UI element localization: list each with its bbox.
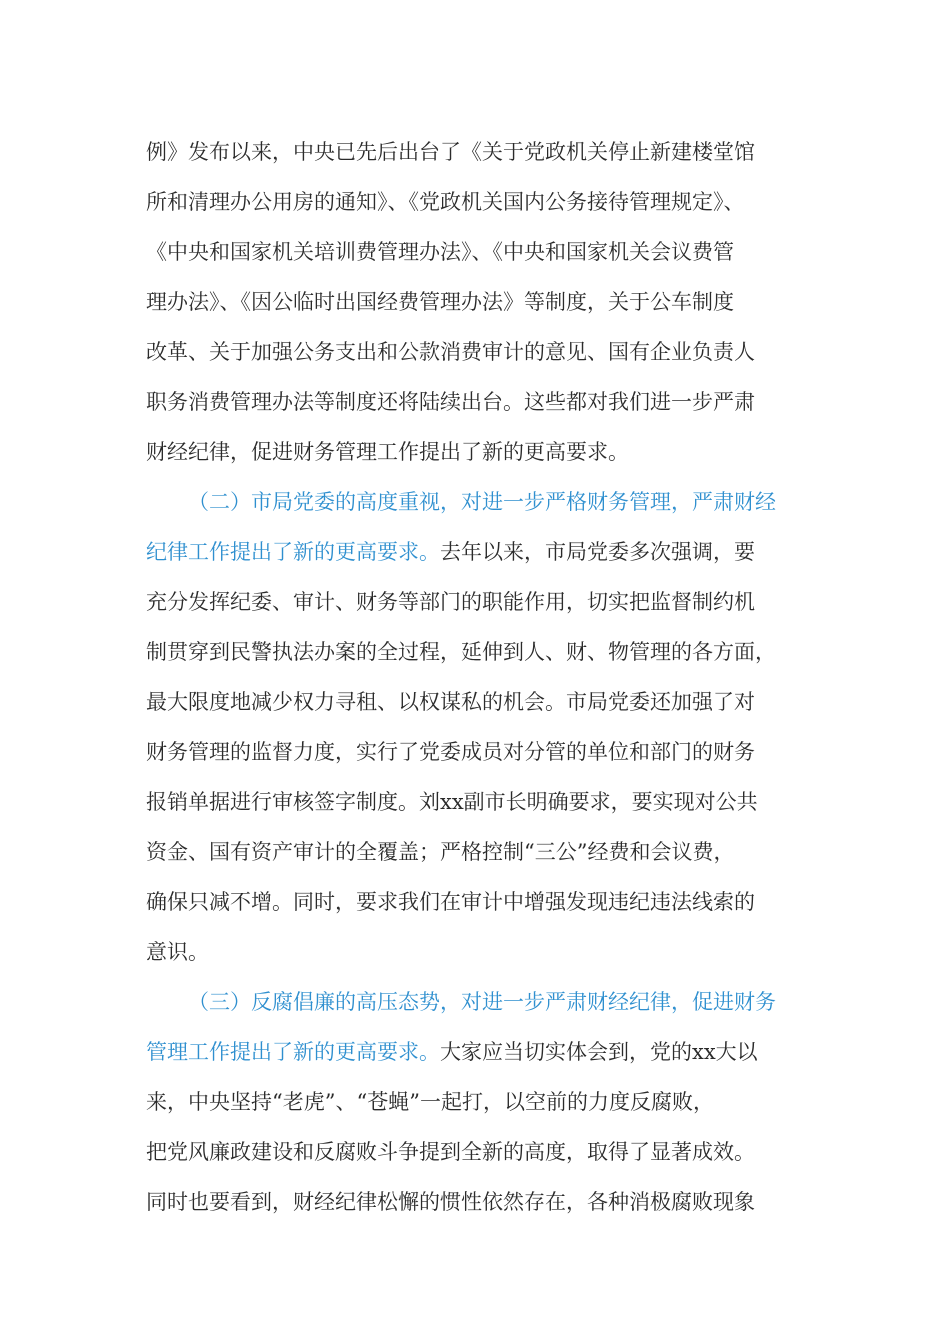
- paragraph-2-line: 最大限度地减少权力寻租、以权谋私的机会。市局党委还加强了对: [146, 690, 755, 714]
- paragraph-2-text: 去年以来，市局党委多次强调，要: [440, 540, 755, 564]
- paragraph-1-line: 例》发布以来，中央已先后出台了《关于党政机关停止新建楼堂馆: [146, 140, 755, 164]
- paragraph-3-line: [146, 1027, 810, 1077]
- paragraph-3-line: 同时也要看到，财经纪律松懈的惯性依然存在，各种消极腐败现象: [146, 1190, 755, 1214]
- paragraph-2-line: 资金、国有资产审计的全覆盖；严格控制“三公”经费和会议费，: [146, 840, 735, 864]
- paragraph-1-line: 《中央和国家机关培训费管理办法》、《中央和国家机关会议费管: [146, 240, 734, 264]
- paragraph-2-line: 财务管理的监督力度，实行了党委成员对分管的单位和部门的财务: [146, 740, 755, 764]
- paragraph-1-line: 改革、关于加强公务支出和公款消费审计的意见、国有企业负责人: [146, 340, 755, 364]
- paragraph-1-line: 理办法》、《因公临时出国经费管理办法》等制度，关于公车制度: [146, 290, 734, 314]
- paragraph-2-line: 制贯穿到民警执法办案的全过程，延伸到人、财、物管理的各方面，: [146, 640, 776, 664]
- section-3-heading-end: 管理工作提出了新的更高要求。: [146, 1040, 440, 1064]
- paragraph-2-line: 确保只减不增。同时，要求我们在审计中增强发现违纪违法线索的: [146, 890, 755, 914]
- paragraph-3-line: 把党风廉政建设和反腐败斗争提到全新的高度，取得了显著成效。: [146, 1140, 755, 1164]
- paragraph-1-line: 财经纪律，促进财务管理工作提出了新的更高要求。: [146, 440, 629, 464]
- paragraph-2-line: [146, 527, 810, 577]
- paragraph-2-line: 报销单据进行审核签字制度。刘xx副市长明确要求，要实现对公共: [146, 790, 758, 814]
- document-body: [146, 127, 810, 1227]
- section-2-heading: （二）市局党委的高度重视，对进一步严格财务管理，严肃财经: [188, 490, 776, 514]
- paragraph-3-line: 来，中央坚持“老虎”、“苍蝇”一起打，以空前的力度反腐败，: [146, 1090, 714, 1114]
- paragraph-1-line: 所和清理办公用房的通知》、《党政机关国内公务接待管理规定》、: [146, 190, 745, 214]
- paragraph-1-line: 职务消费管理办法等制度还将陆续出台。这些都对我们进一步严肃: [146, 390, 755, 414]
- section-3-heading: （三）反腐倡廉的高压态势，对进一步严肃财经纪律，促进财务: [188, 990, 776, 1014]
- paragraph-2-line: 充分发挥纪委、审计、财务等部门的职能作用，切实把监督制约机: [146, 590, 755, 614]
- section-2-heading-end: 纪律工作提出了新的更高要求。: [146, 540, 440, 564]
- paragraph-3-text: 大家应当切实体会到，党的xx大以: [440, 1040, 758, 1064]
- paragraph-2-line: 意识。: [146, 940, 209, 964]
